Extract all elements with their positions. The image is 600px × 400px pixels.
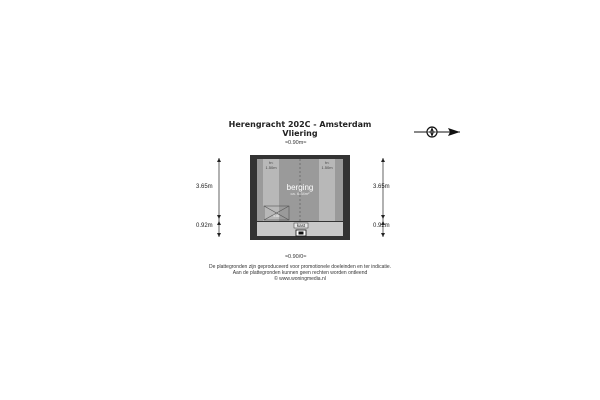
disclaimer-line-3: © www.woningmedia.nl — [274, 276, 326, 282]
hatch-label: luik — [273, 213, 280, 218]
address-title: Herengracht 202C - Amsterdam — [228, 120, 372, 129]
berging-label: berging — [286, 183, 314, 192]
kast-label: kast — [296, 223, 306, 228]
right-bottom-dimension: 0.92m — [373, 223, 390, 229]
compass-icon — [412, 124, 462, 140]
disclaimer-line-2: Aan de plattegronden kunnen geen rechten worden ontleend — [232, 270, 368, 276]
berging-area: ca. 6.34m² — [290, 191, 310, 196]
bottom-width-label: ≈0.90/0≈ — [285, 254, 307, 260]
left-dimension-line — [214, 157, 224, 239]
right-top-dimension: 3.65m — [373, 184, 390, 190]
left-bottom-dimension: 0.92m — [196, 223, 213, 229]
top-width-label: ≈0.90m≈ — [285, 140, 307, 146]
right-zone-label: h< 1.50m — [321, 160, 333, 170]
left-zone-label: h< 1.50m — [265, 160, 277, 170]
disclaimer-line-1: De plattegronden zijn geproduceerd voor promotionele doeleinden en ter indicatie. — [208, 264, 392, 270]
floor-title: Vliering — [282, 129, 318, 138]
left-top-dimension: 3.65m — [196, 184, 213, 190]
